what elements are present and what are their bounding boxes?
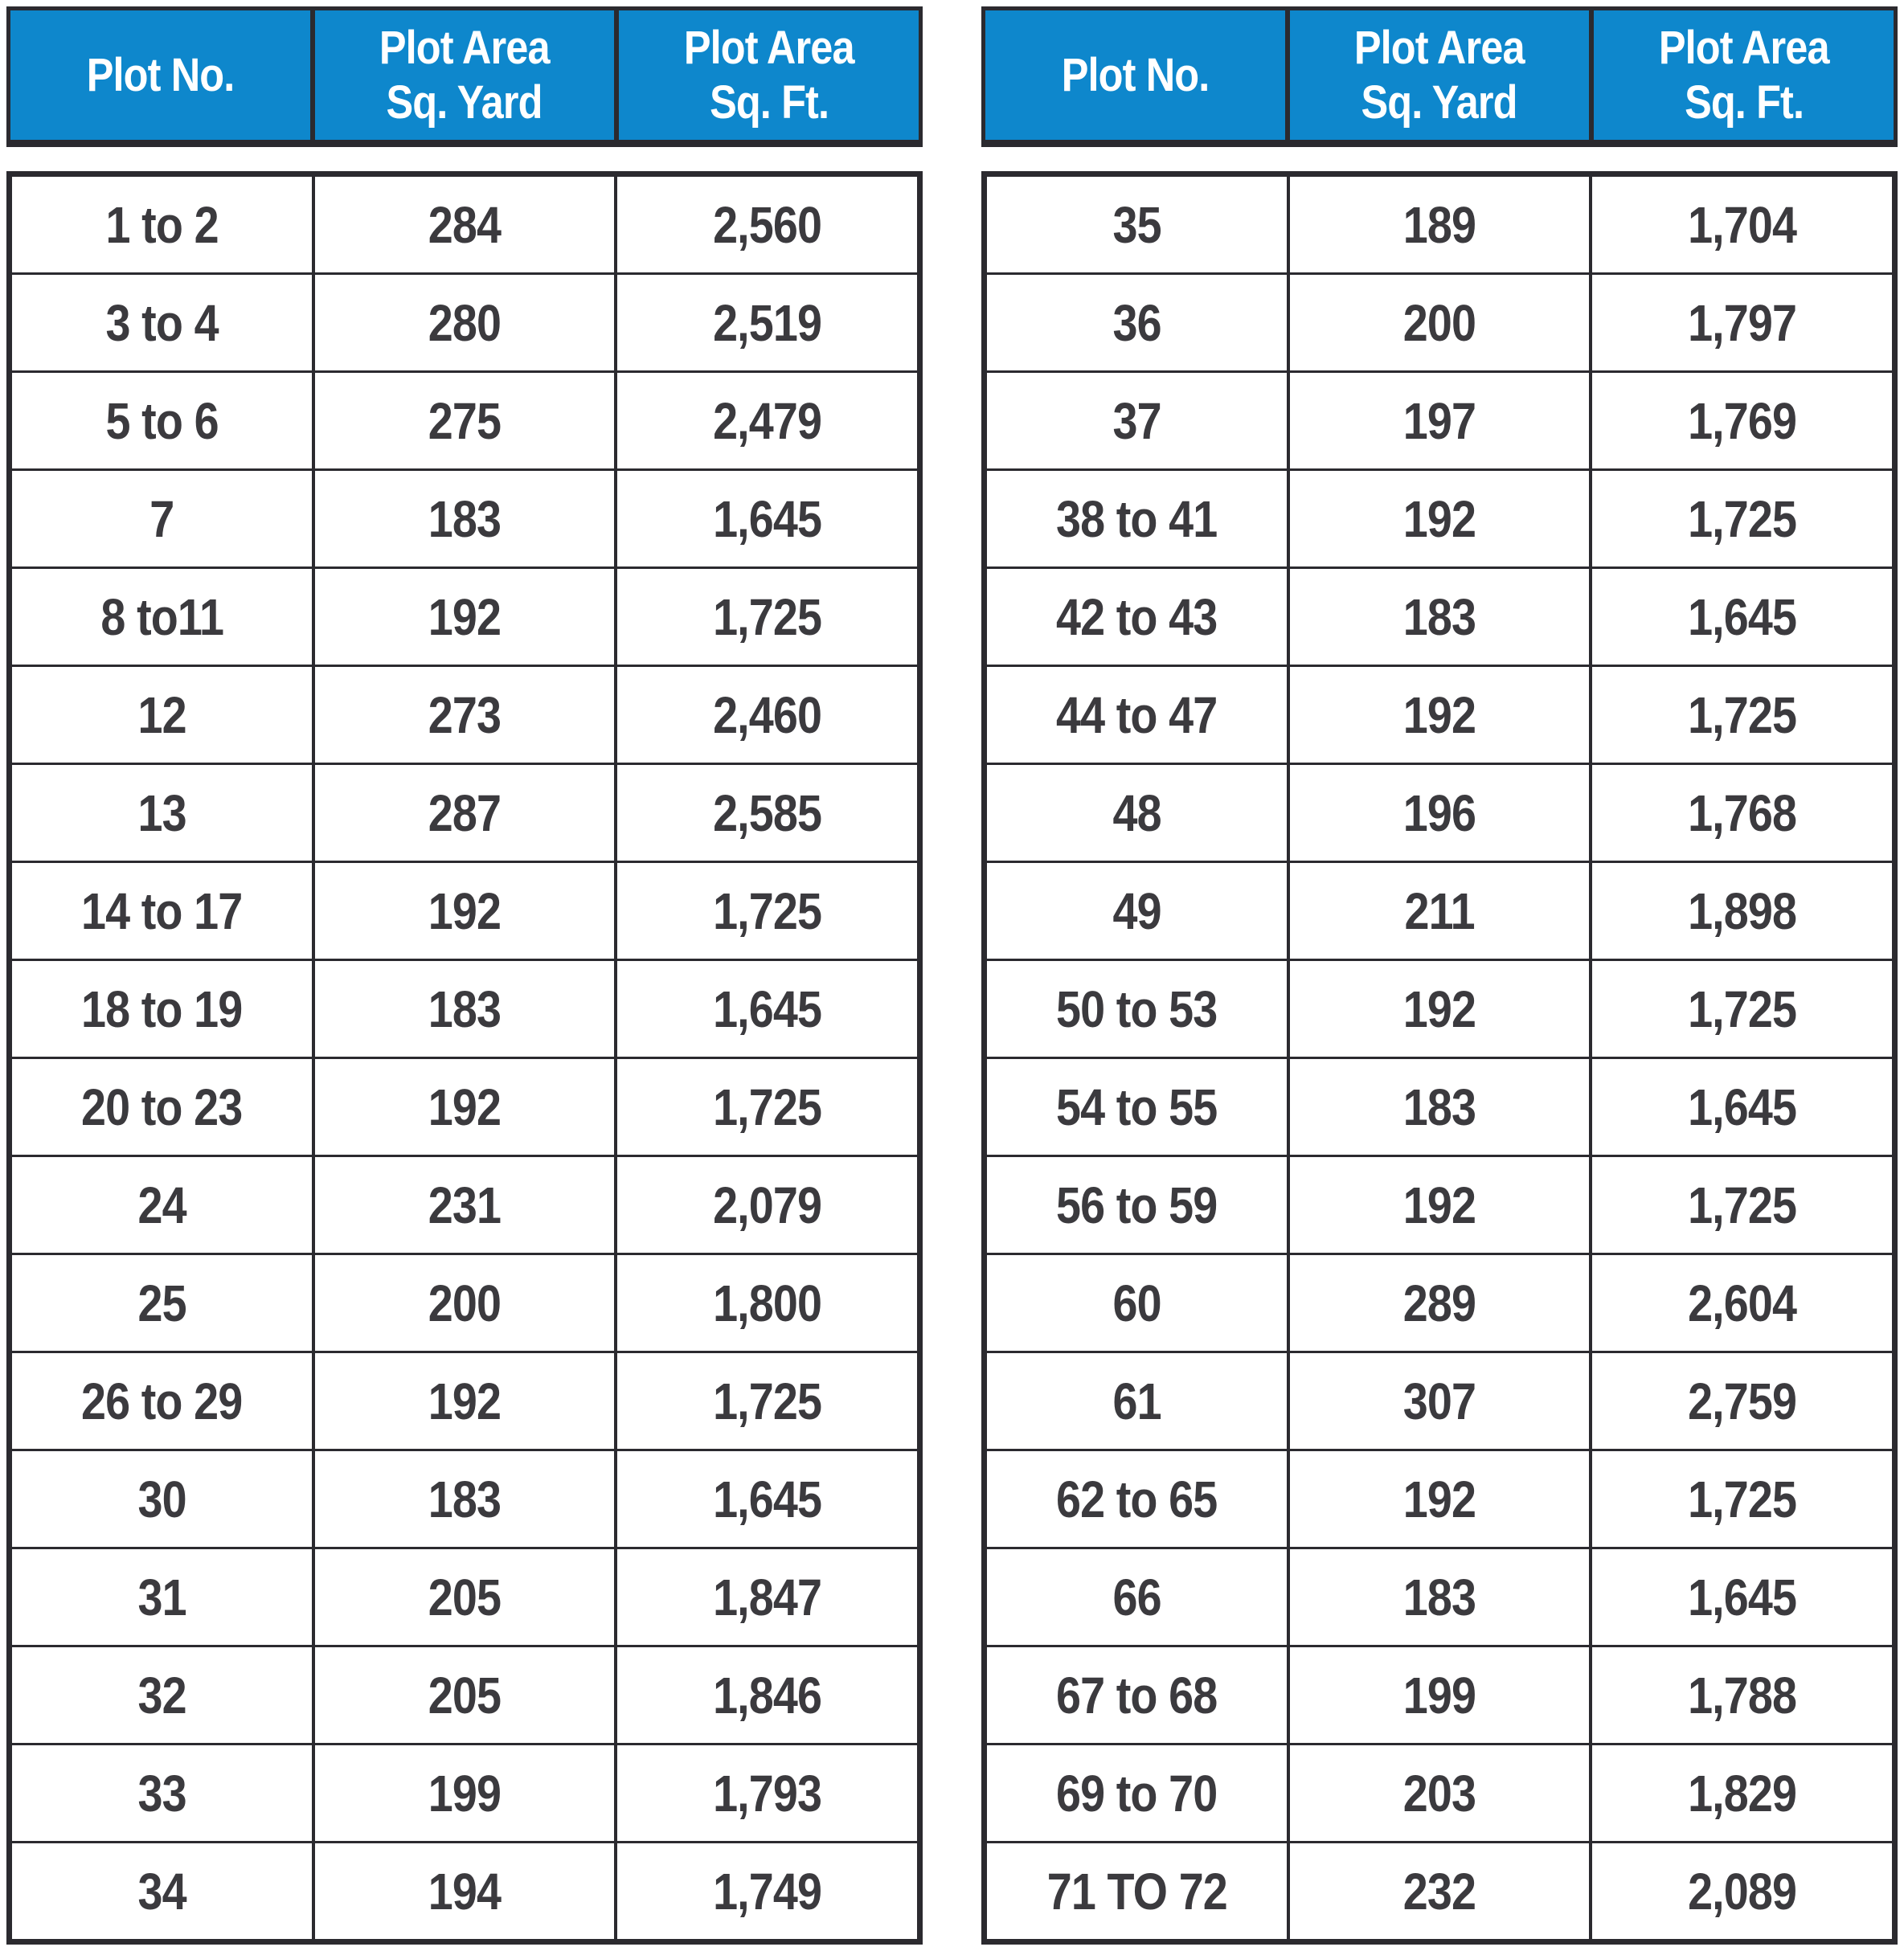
sq-yard-cell: 205 bbox=[312, 1647, 615, 1743]
sq-yard-cell: 273 bbox=[312, 667, 615, 763]
sq-ft-cell: 1,898 bbox=[1589, 863, 1892, 959]
sq-yard-cell: 196 bbox=[1287, 765, 1590, 861]
header-cell-plot-no bbox=[10, 10, 310, 140]
plot-no-cell: 8 to11 bbox=[100, 587, 223, 646]
left-table-header bbox=[6, 6, 923, 147]
plot-no-cell: 49 bbox=[1112, 881, 1161, 940]
sq-yard-cell: 192 bbox=[312, 1353, 615, 1449]
sq-yard-cell: 189 bbox=[1287, 177, 1590, 272]
header-sq-ft-label: Sq. Ft. bbox=[709, 76, 829, 129]
right-table-body bbox=[981, 171, 1898, 1945]
left-plot-table bbox=[6, 6, 923, 1945]
table-row bbox=[987, 468, 1892, 566]
sq-yard-cell: 231 bbox=[312, 1157, 615, 1253]
table-row bbox=[987, 1449, 1892, 1547]
plot-no-cell: 69 to 70 bbox=[1056, 1764, 1218, 1822]
table-row bbox=[987, 959, 1892, 1057]
sq-ft-cell: 1,797 bbox=[1589, 275, 1892, 370]
sq-yard-cell: 280 bbox=[312, 275, 615, 370]
plot-no-cell: 34 bbox=[137, 1862, 186, 1920]
table-row bbox=[12, 1645, 917, 1743]
header-sq-ft-label: Sq. Ft. bbox=[1684, 76, 1804, 129]
sq-ft-cell: 2,759 bbox=[1589, 1353, 1892, 1449]
table-row bbox=[12, 566, 917, 665]
sq-ft-cell: 1,788 bbox=[1589, 1647, 1892, 1743]
plot-no-cell: 56 to 59 bbox=[1056, 1176, 1218, 1234]
sq-yard-cell: 192 bbox=[1287, 1157, 1590, 1253]
sq-yard-cell: 200 bbox=[312, 1255, 615, 1351]
plot-no-cell: 14 to 17 bbox=[81, 881, 243, 940]
header-sq-yard-label: Sq. Yard bbox=[1361, 76, 1518, 129]
header-plot-no-label: Plot No. bbox=[1061, 48, 1210, 101]
sq-ft-cell: 1,725 bbox=[1589, 961, 1892, 1057]
sq-yard-cell: 194 bbox=[312, 1843, 615, 1939]
sq-ft-cell: 1,725 bbox=[614, 1059, 917, 1155]
sq-yard-cell: 197 bbox=[1287, 373, 1590, 468]
sq-yard-cell: 183 bbox=[1287, 1549, 1590, 1645]
plot-no-cell: 50 to 53 bbox=[1056, 980, 1218, 1038]
table-row bbox=[12, 1743, 917, 1841]
sq-yard-cell: 183 bbox=[1287, 569, 1590, 665]
header-plot-area-label: Plot Area bbox=[1658, 22, 1829, 75]
table-row bbox=[987, 1155, 1892, 1253]
table-row bbox=[987, 1645, 1892, 1743]
table-row bbox=[12, 1547, 917, 1645]
plot-no-cell: 61 bbox=[1112, 1372, 1161, 1430]
plot-no-cell: 24 bbox=[137, 1176, 186, 1234]
sq-ft-cell: 1,725 bbox=[614, 569, 917, 665]
table-row bbox=[12, 1449, 917, 1547]
header-plot-area-label: Plot Area bbox=[379, 22, 550, 75]
sq-ft-cell: 1,768 bbox=[1589, 765, 1892, 861]
plot-no-cell: 32 bbox=[137, 1666, 186, 1724]
sq-yard-cell: 192 bbox=[1287, 1451, 1590, 1547]
sq-yard-cell: 205 bbox=[312, 1549, 615, 1645]
table-row bbox=[12, 370, 917, 468]
plot-no-cell: 20 to 23 bbox=[81, 1078, 243, 1136]
plot-no-cell: 3 to 4 bbox=[105, 293, 219, 352]
table-row bbox=[987, 177, 1892, 272]
sq-yard-cell: 200 bbox=[1287, 275, 1590, 370]
sq-ft-cell: 1,645 bbox=[1589, 1549, 1892, 1645]
sq-ft-cell: 1,645 bbox=[614, 961, 917, 1057]
sq-yard-cell: 192 bbox=[1287, 961, 1590, 1057]
plot-no-cell: 42 to 43 bbox=[1056, 587, 1218, 646]
plot-no-cell: 38 to 41 bbox=[1056, 489, 1218, 548]
table-row bbox=[12, 272, 917, 370]
sq-yard-cell: 183 bbox=[312, 961, 615, 1057]
table-row bbox=[12, 468, 917, 566]
sq-yard-cell: 192 bbox=[1287, 471, 1590, 566]
sq-ft-cell: 1,847 bbox=[614, 1549, 917, 1645]
sq-yard-cell: 183 bbox=[1287, 1059, 1590, 1155]
table-row bbox=[987, 1743, 1892, 1841]
plot-no-cell: 36 bbox=[1112, 293, 1161, 352]
plot-no-cell: 26 to 29 bbox=[81, 1372, 243, 1430]
left-table-body bbox=[6, 171, 923, 1945]
sq-yard-cell: 192 bbox=[312, 863, 615, 959]
table-row bbox=[987, 763, 1892, 861]
sq-yard-cell: 289 bbox=[1287, 1255, 1590, 1351]
plot-no-cell: 12 bbox=[137, 685, 186, 744]
plot-no-cell: 13 bbox=[137, 783, 186, 842]
sq-ft-cell: 2,089 bbox=[1589, 1843, 1892, 1939]
plot-no-cell: 33 bbox=[137, 1764, 186, 1822]
right-table-header bbox=[981, 6, 1898, 147]
sq-yard-cell: 203 bbox=[1287, 1745, 1590, 1841]
sq-ft-cell: 1,769 bbox=[1589, 373, 1892, 468]
sq-yard-cell: 232 bbox=[1287, 1843, 1590, 1939]
table-row bbox=[12, 177, 917, 272]
table-row bbox=[987, 665, 1892, 763]
sq-yard-cell: 183 bbox=[312, 1451, 615, 1547]
sq-ft-cell: 1,645 bbox=[1589, 1059, 1892, 1155]
sq-yard-cell: 275 bbox=[312, 373, 615, 468]
table-row bbox=[12, 1253, 917, 1351]
plot-no-cell: 35 bbox=[1112, 195, 1161, 254]
plot-no-cell: 44 to 47 bbox=[1056, 685, 1218, 744]
sq-ft-cell: 2,519 bbox=[614, 275, 917, 370]
table-row bbox=[12, 665, 917, 763]
sq-ft-cell: 1,645 bbox=[614, 471, 917, 566]
sq-ft-cell: 2,585 bbox=[614, 765, 917, 861]
plot-no-cell: 71 TO 72 bbox=[1046, 1862, 1227, 1920]
table-row bbox=[987, 1841, 1892, 1939]
plot-no-cell: 31 bbox=[137, 1568, 186, 1626]
sq-yard-cell: 284 bbox=[312, 177, 615, 272]
sq-ft-cell: 1,800 bbox=[614, 1255, 917, 1351]
plot-no-cell: 30 bbox=[137, 1470, 186, 1528]
sq-ft-cell: 2,079 bbox=[614, 1157, 917, 1253]
sq-yard-cell: 192 bbox=[312, 569, 615, 665]
sq-ft-cell: 2,604 bbox=[1589, 1255, 1892, 1351]
plot-no-cell: 67 to 68 bbox=[1056, 1666, 1218, 1724]
table-row bbox=[987, 861, 1892, 959]
sq-ft-cell: 1,704 bbox=[1589, 177, 1892, 272]
table-row bbox=[12, 861, 917, 959]
table-row bbox=[987, 1351, 1892, 1449]
table-row bbox=[12, 1841, 917, 1939]
sq-ft-cell: 2,479 bbox=[614, 373, 917, 468]
sq-ft-cell: 1,725 bbox=[1589, 1451, 1892, 1547]
plot-no-cell: 5 to 6 bbox=[105, 391, 219, 450]
sq-yard-cell: 183 bbox=[312, 471, 615, 566]
sq-yard-cell: 307 bbox=[1287, 1353, 1590, 1449]
plot-no-cell: 18 to 19 bbox=[81, 980, 243, 1038]
sq-yard-cell: 199 bbox=[1287, 1647, 1590, 1743]
sq-ft-cell: 1,645 bbox=[614, 1451, 917, 1547]
sq-yard-cell: 211 bbox=[1287, 863, 1590, 959]
plot-no-cell: 60 bbox=[1112, 1274, 1161, 1332]
table-row bbox=[12, 1057, 917, 1155]
table-row bbox=[12, 959, 917, 1057]
header-cell-plot-area-sq-yard bbox=[310, 10, 615, 140]
sq-yard-cell: 192 bbox=[312, 1059, 615, 1155]
header-plot-area-label: Plot Area bbox=[683, 22, 854, 75]
sq-ft-cell: 1,846 bbox=[614, 1647, 917, 1743]
table-row bbox=[12, 1351, 917, 1449]
plot-no-cell: 54 to 55 bbox=[1056, 1078, 1218, 1136]
plot-no-cell: 48 bbox=[1112, 783, 1161, 842]
header-sq-yard-label: Sq. Yard bbox=[386, 76, 543, 129]
sq-ft-cell: 1,725 bbox=[1589, 667, 1892, 763]
header-cell-plot-area-sq-ft bbox=[614, 10, 919, 140]
sq-yard-cell: 192 bbox=[1287, 667, 1590, 763]
header-plot-area-label: Plot Area bbox=[1354, 22, 1525, 75]
header-plot-no-label: Plot No. bbox=[86, 48, 235, 101]
sq-ft-cell: 1,749 bbox=[614, 1843, 917, 1939]
header-cell-plot-no bbox=[985, 10, 1285, 140]
table-row bbox=[12, 763, 917, 861]
sq-ft-cell: 1,725 bbox=[614, 863, 917, 959]
sq-ft-cell: 2,560 bbox=[614, 177, 917, 272]
table-row bbox=[12, 1155, 917, 1253]
plot-no-cell: 66 bbox=[1112, 1568, 1161, 1626]
table-row bbox=[987, 1253, 1892, 1351]
right-plot-table bbox=[981, 6, 1898, 1945]
sq-ft-cell: 1,645 bbox=[1589, 569, 1892, 665]
table-row bbox=[987, 566, 1892, 665]
sq-ft-cell: 1,725 bbox=[1589, 1157, 1892, 1253]
plot-no-cell: 1 to 2 bbox=[105, 195, 219, 254]
sq-ft-cell: 1,829 bbox=[1589, 1745, 1892, 1841]
table-row bbox=[987, 1547, 1892, 1645]
plot-no-cell: 37 bbox=[1112, 391, 1161, 450]
plot-no-cell: 25 bbox=[137, 1274, 186, 1332]
table-row bbox=[987, 370, 1892, 468]
table-row bbox=[987, 1057, 1892, 1155]
table-row bbox=[987, 272, 1892, 370]
sq-ft-cell: 1,725 bbox=[1589, 471, 1892, 566]
sq-ft-cell: 2,460 bbox=[614, 667, 917, 763]
header-cell-plot-area-sq-ft bbox=[1589, 10, 1894, 140]
sq-yard-cell: 287 bbox=[312, 765, 615, 861]
header-cell-plot-area-sq-yard bbox=[1285, 10, 1590, 140]
plot-no-cell: 7 bbox=[149, 489, 174, 548]
sq-ft-cell: 1,725 bbox=[614, 1353, 917, 1449]
plot-no-cell: 62 to 65 bbox=[1056, 1470, 1218, 1528]
sq-ft-cell: 1,793 bbox=[614, 1745, 917, 1841]
sq-yard-cell: 199 bbox=[312, 1745, 615, 1841]
